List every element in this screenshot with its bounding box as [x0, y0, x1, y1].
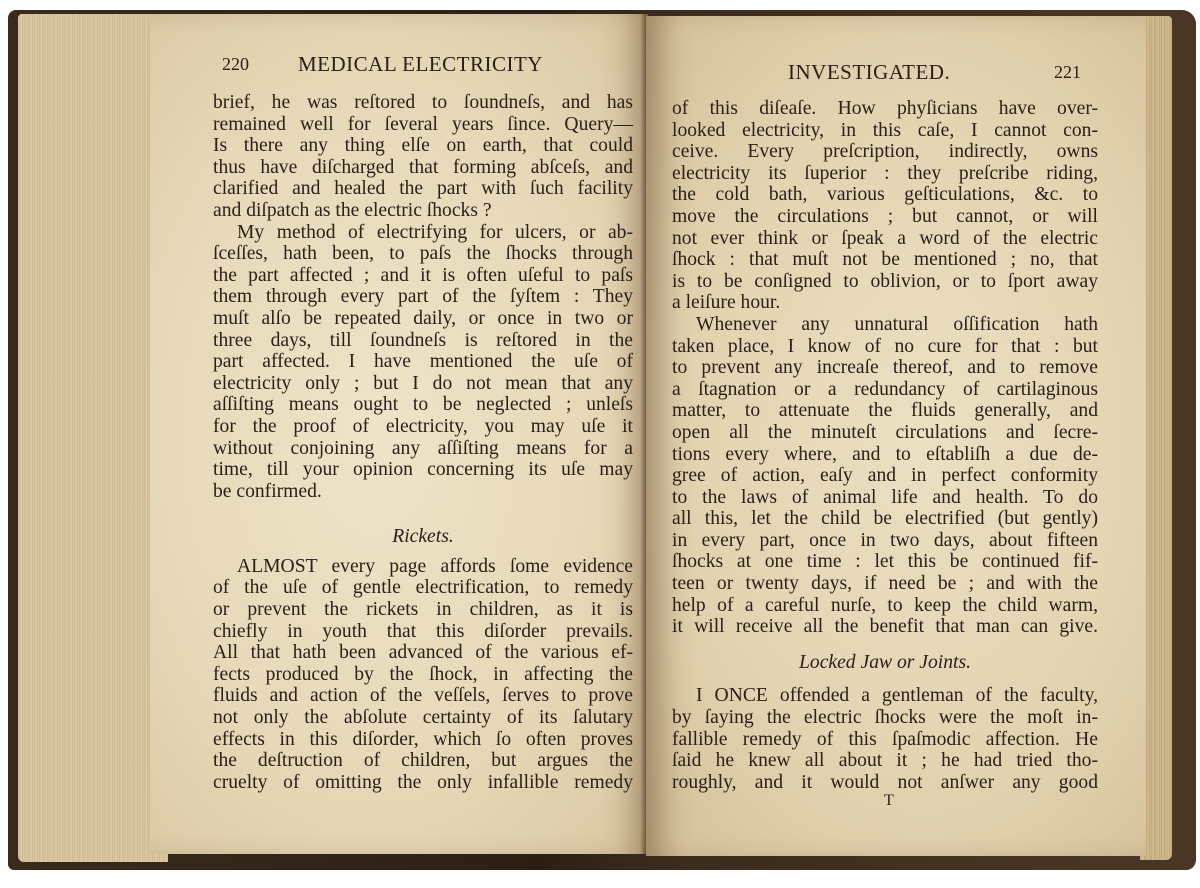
text-line: I ONCE offended a gentleman of the faculty, — [696, 685, 1098, 707]
text-line: cruelty of omitting the only infallible remedy — [213, 771, 633, 793]
text-line: not only the abſolute certainty of its ſalutary — [213, 707, 633, 729]
right-running-head: INVESTIGATED. — [788, 60, 951, 84]
text-line: matter, to attenuate the fluids generally, and — [672, 400, 1098, 422]
section-heading-rickets: Rickets. — [392, 526, 454, 548]
text-line: the cold bath, various geſticulations, &c. to — [672, 184, 1098, 206]
text-line: time, till your opinion concerning its uſe may — [213, 459, 633, 481]
text-line: to prevent any increaſe thereof, and to remove — [672, 357, 1098, 379]
text-line: the deſtruction of children, but argues the — [213, 750, 633, 772]
text-line: electricity only ; but I do not mean that any — [213, 372, 633, 394]
left-page — [150, 14, 648, 854]
text-line: ALMOST every page affords ſome evidence — [237, 555, 633, 577]
text-line: open all the minuteſt circulations and ſecre- — [672, 421, 1098, 443]
text-line: a leiſure hour. — [672, 292, 781, 314]
text-line: be confirmed. — [213, 480, 322, 502]
text-line: to the laws of animal life and health. To do — [672, 486, 1098, 508]
text-line: of the uſe of gentle electrification, to remedy — [213, 577, 633, 599]
section-heading-locked-jaw: Locked Jaw or Joints. — [799, 651, 971, 673]
left-page-number: 220 — [222, 54, 249, 74]
text-line: them through every part of the ſyſtem : They — [213, 286, 633, 308]
text-line: thus have diſcharged that forming abſceſs, and — [213, 156, 633, 178]
text-line: My method of electrifying for ulcers, or ab- — [237, 221, 633, 243]
right-page-number: 221 — [1054, 62, 1081, 82]
text-line: looked electricity, in this caſe, I cannot con- — [672, 119, 1098, 141]
text-line: for the proof of electricity, you may uſe it — [213, 415, 633, 437]
text-line: electricity its ſuperior : they preſcribe riding, — [672, 162, 1098, 184]
text-line: tions every where, and to eſtabliſh a due de- — [672, 443, 1098, 465]
text-line: fects produced by the ſhock, in affecting the — [213, 663, 633, 685]
text-line: and diſpatch as the electric ſhocks ? — [213, 199, 492, 221]
text-line: ſhock : that muſt not be mentioned ; no, that — [672, 249, 1098, 271]
text-line: ſaid he knew all about it ; he had tried tho- — [672, 750, 1098, 772]
left-page-edges — [18, 14, 168, 862]
text-line: ſhocks at one time : let this be continued fif- — [672, 551, 1098, 573]
text-line: a ſtagnation or a redundancy of cartilaginous — [672, 378, 1098, 400]
text-line: All that hath been advanced of the various ef- — [213, 642, 633, 664]
text-line: aſſiſting means ought to be neglected ; unleſs — [213, 394, 633, 416]
text-line: move the circulations ; but cannot, or will — [672, 205, 1098, 227]
text-line: taken place, I know of no cure for that : but — [672, 335, 1098, 357]
text-line: is to be conſigned to oblivion, or to ſport away — [672, 270, 1098, 292]
text-line: it will receive all the benefit that man can give. — [672, 616, 1098, 638]
text-line: fluids and action of the veſſels, ſerves to prove — [213, 685, 633, 707]
text-line: all this, let the child be electrified (but gently) — [672, 508, 1098, 530]
text-line: without conjoining any aſſiſting means for a — [213, 437, 633, 459]
text-line: in every part, once in two days, about fifteen — [672, 529, 1098, 551]
text-line: clarified and healed the part with ſuch facility — [213, 178, 633, 200]
text-line: ceive. Every preſcription, indirectly, owns — [672, 141, 1098, 163]
right-page — [646, 16, 1146, 856]
text-line: by ſaying the electric ſhocks were the moſt in- — [672, 707, 1098, 729]
text-line: muſt alſo be repeated daily, or once in two or — [213, 307, 633, 329]
text-line: part affected. I have mentioned the uſe of — [213, 351, 633, 373]
left-body-text — [213, 92, 633, 793]
text-line: three days, till ſoundneſs is reſtored in the — [213, 329, 633, 351]
text-line: effects in this diſorder, which ſo often proves — [213, 728, 633, 750]
text-line: of this diſeaſe. How phyſicians have over- — [672, 98, 1098, 119]
text-line: roughly, and it would not anſwer any good — [672, 771, 1098, 793]
right-body-text — [672, 98, 1098, 793]
left-running-head: MEDICAL ELECTRICITY — [298, 52, 543, 76]
text-line: not ever think or ſpeak a word of the electric — [672, 227, 1098, 249]
text-line: the part affected ; and it is often uſeful to paſs — [213, 264, 633, 286]
text-line: gree of action, eaſy and in perfect conformity — [672, 465, 1098, 487]
text-line: remained well for ſeveral years ſince. Query— — [213, 113, 633, 135]
text-line: or prevent the rickets in children, as it is — [213, 599, 633, 621]
text-line: brief, he was reſtored to ſoundneſs, and has — [213, 92, 633, 113]
text-line: chiefly in youth that this diſorder prevails. — [213, 620, 633, 642]
text-line: ſceſſes, hath been, to paſs the ſhocks through — [213, 243, 633, 265]
text-line: fallible remedy of this ſpaſmodic affection. He — [672, 728, 1098, 750]
text-line: help of a careful nurſe, to keep the child warm, — [672, 594, 1098, 616]
text-line: Is there any thing elſe on earth, that could — [213, 135, 633, 157]
signature-mark: T — [884, 792, 894, 809]
text-line: Whenever any unnatural oſſification hath — [696, 313, 1098, 335]
text-line: teen or twenty days, if need be ; and with the — [672, 573, 1098, 595]
